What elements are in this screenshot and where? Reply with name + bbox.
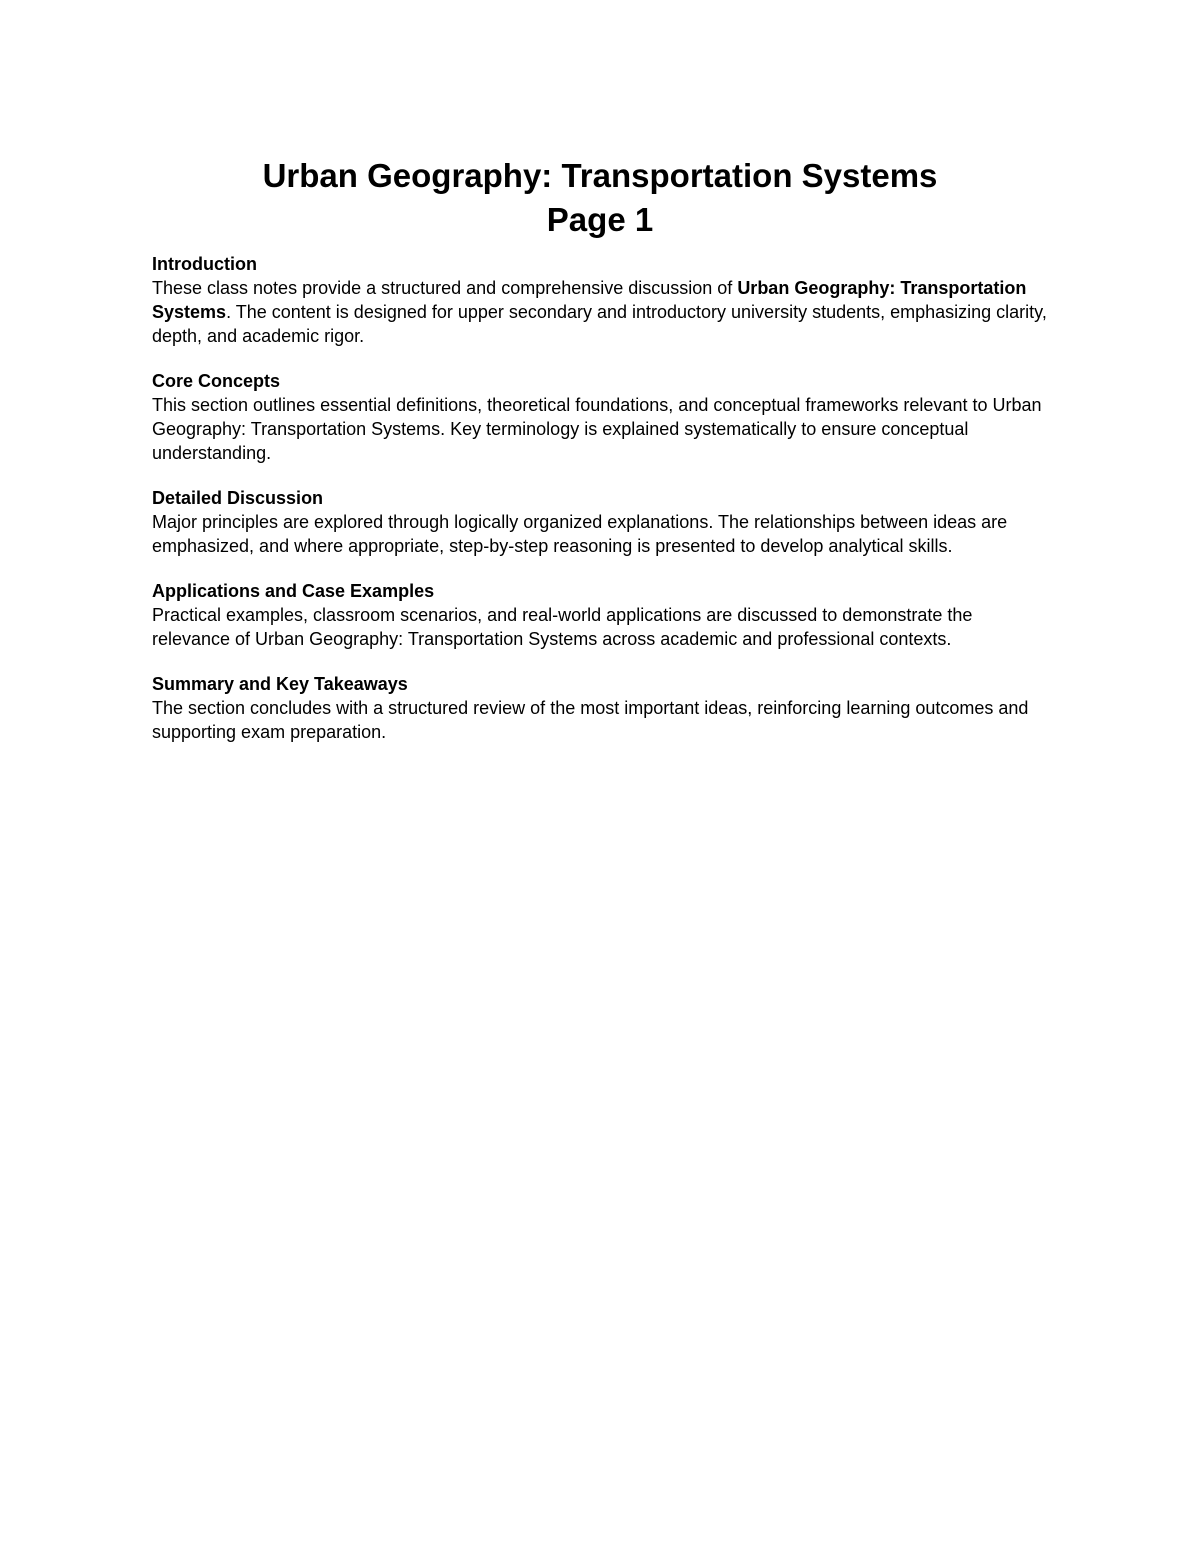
section-heading: Core Concepts [152,371,281,391]
document-title: Urban Geography: Transportation Systems [262,157,938,194]
section-heading: Applications and Case Examples [152,581,435,601]
section-summary [152,672,1052,744]
section-body-text: . The content is designed for upper secondary and introductory university students, emphasizing clarity, depth, and academic rigor. [152,302,1047,346]
section-heading: Detailed Discussion [152,488,324,508]
section-detailed-discussion [152,486,1052,558]
section-body: The section concludes with a structured review of the most important ideas, reinforcing learning outcomes and supporting exam preparation. [152,698,1029,742]
section-core-concepts [152,369,1052,465]
section-body: Major principles are explored through logically organized explanations. The relationships between ideas are emphasized, and where appropriate, step-by-step reasoning is presented to develop analytical skills. [152,512,1008,556]
section-body-emphasis: Urban Geography: Transportation Systems [152,278,1027,322]
page-label: Page 1 [546,201,654,238]
section-body: This section outlines essential definitions, theoretical foundations, and conceptual frameworks relevant to Urban Geography: Transportation Systems. Key terminology is explained systematically to ensure conceptual understanding. [152,395,1042,463]
section-introduction [152,252,1052,348]
section-applications [152,579,1052,651]
section-body [152,276,1052,348]
section-body: Practical examples, classroom scenarios, and real-world applications are discussed to demonstrate the relevance of Urban Geography: Transportation Systems across academic and professional contexts. [152,605,973,649]
section-body-text: These class notes provide a structured and comprehensive discussion of [152,278,738,298]
title-block [0,154,1200,242]
document-content [152,252,1052,765]
section-heading: Summary and Key Takeaways [152,674,408,694]
section-heading: Introduction [152,254,257,274]
